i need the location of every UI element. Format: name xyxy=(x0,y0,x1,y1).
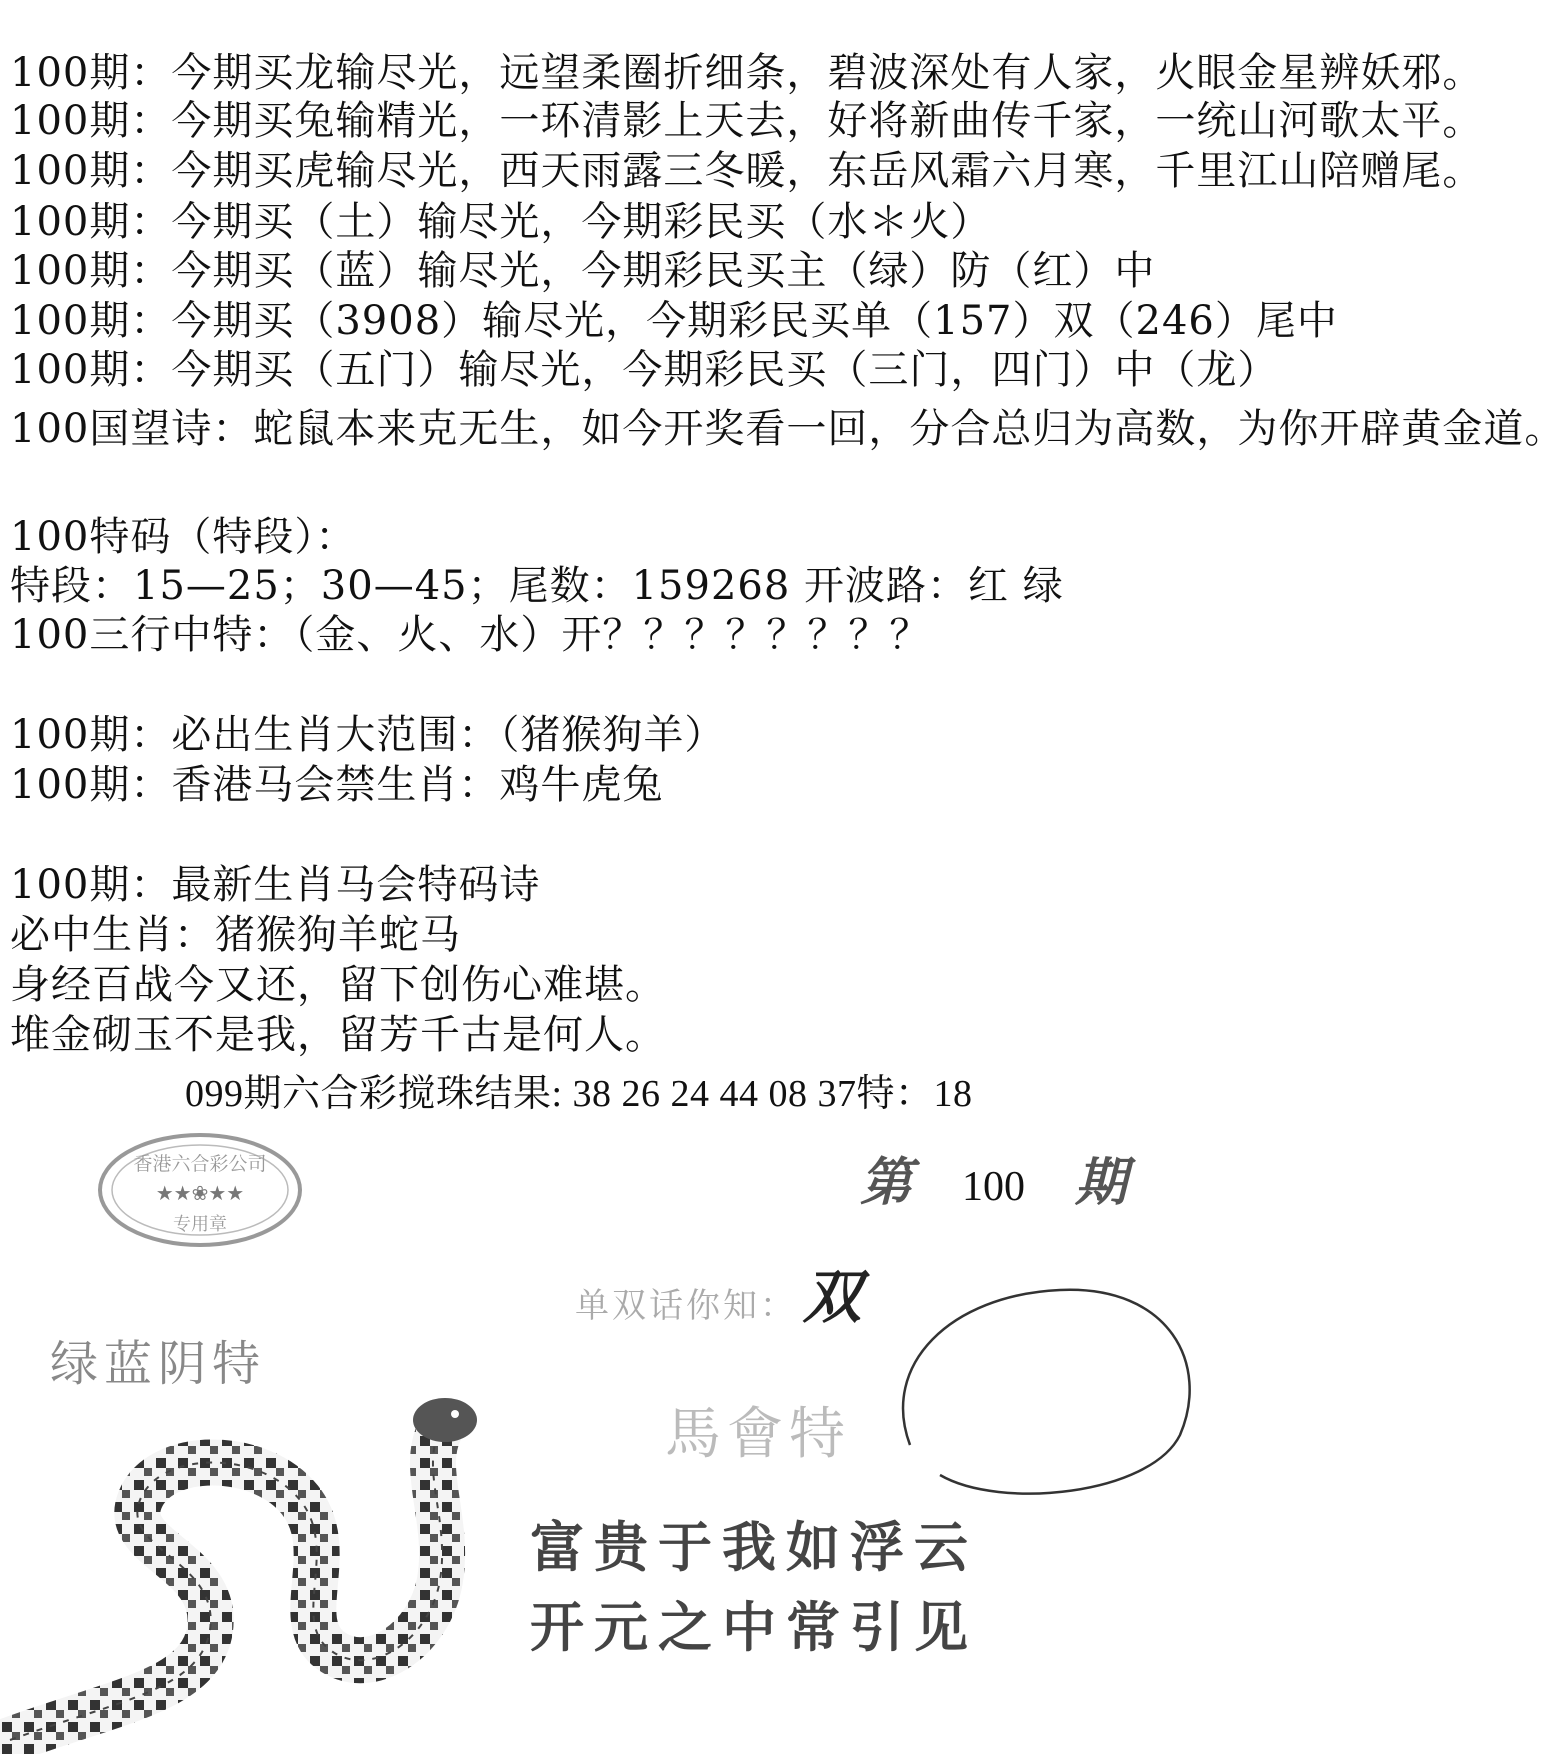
flyer-poem-line-2: 开元之中常引见 xyxy=(530,1596,978,1659)
scanned-flyer xyxy=(0,1120,1240,1754)
draw-result-line: 099期六合彩搅珠结果: 38 26 24 44 08 37特：18 xyxy=(185,1073,973,1115)
text-line-4: 100期：今期买（土）输尽光，今期彩民买（水＊火） xyxy=(10,199,992,245)
text-line-5: 100期：今期买（蓝）输尽光，今期彩民买主（绿）防（红）中 xyxy=(10,248,1156,294)
must-zodiac-line: 必中生肖：猪猴狗羊蛇马 xyxy=(10,912,461,958)
special-code-heading: 100特码（特段）： xyxy=(10,514,357,560)
odd-even-hint xyxy=(575,1250,864,1334)
issue-number-banner xyxy=(860,1140,1127,1215)
snake-illustration xyxy=(0,1390,520,1754)
seal-stars: ★★❀★★ xyxy=(155,1181,245,1205)
seal-top-text: 香港六合彩公司 xyxy=(133,1153,267,1175)
ink-circle-mark xyxy=(880,1275,1210,1515)
text-line-2: 100期：今期买兔输精光，一环清影上天去，好将新曲传千家，一统山河歌太平。 xyxy=(10,98,1484,144)
issue-suffix: 期 xyxy=(1075,1155,1128,1212)
text-line-3: 100期：今期买虎输尽光，西天雨露三冬暖，东岳风霜六月寒，千里江山陪赠尾。 xyxy=(10,148,1484,194)
special-range-line: 特段：15—25；30—45；尾数：159268 开波路：红 绿 xyxy=(10,563,1064,609)
banned-zodiac-line: 100期：香港马会禁生肖：鸡牛虎兔 xyxy=(10,762,664,808)
text-line-1: 100期：今期买龙输尽光，远望柔圈折细条，碧波深处有人家，火眼金星辨妖邪。 xyxy=(10,50,1484,96)
horse-club-text: 馬會特 xyxy=(665,1402,851,1467)
issue-prefix: 第 xyxy=(860,1155,913,1212)
green-blue-text: 绿蓝阴特 xyxy=(50,1336,267,1392)
odd-even-value: 双 xyxy=(803,1263,865,1331)
three-elements-line: 100三行中特：（金、火、水）开？？？？？？？？ xyxy=(10,612,931,658)
text-line-6: 100期：今期买（3908）输尽光，今期彩民买单（157）双（246）尾中 xyxy=(10,298,1338,344)
seal-bottom-text: 专用章 xyxy=(173,1214,227,1235)
text-line-7: 100期：今期买（五门）输尽光，今期彩民买（三门，四门）中（龙） xyxy=(10,347,1279,393)
issue-number: 100 xyxy=(962,1164,1026,1210)
flyer-poem-line-1: 富贵于我如浮云 xyxy=(530,1516,978,1579)
odd-even-label: 单双话你知： xyxy=(575,1286,797,1326)
poem-title-line: 100国望诗：蛇鼠本来克无生，如今开奖看一回，分合总归为高数，为你开辟黄金道。 xyxy=(10,406,1565,452)
poem-line-1: 身经百战今又还，留下创伤心难堪。 xyxy=(10,962,666,1008)
zodiac-range-line: 100期：必出生肖大范围：（猪猴狗羊） xyxy=(10,712,726,758)
company-seal-icon xyxy=(95,1130,305,1250)
poem-line-2: 堆金砌玉不是我，留芳千古是何人。 xyxy=(10,1012,666,1058)
poem-heading: 100期：最新生肖马会特码诗 xyxy=(10,862,541,908)
